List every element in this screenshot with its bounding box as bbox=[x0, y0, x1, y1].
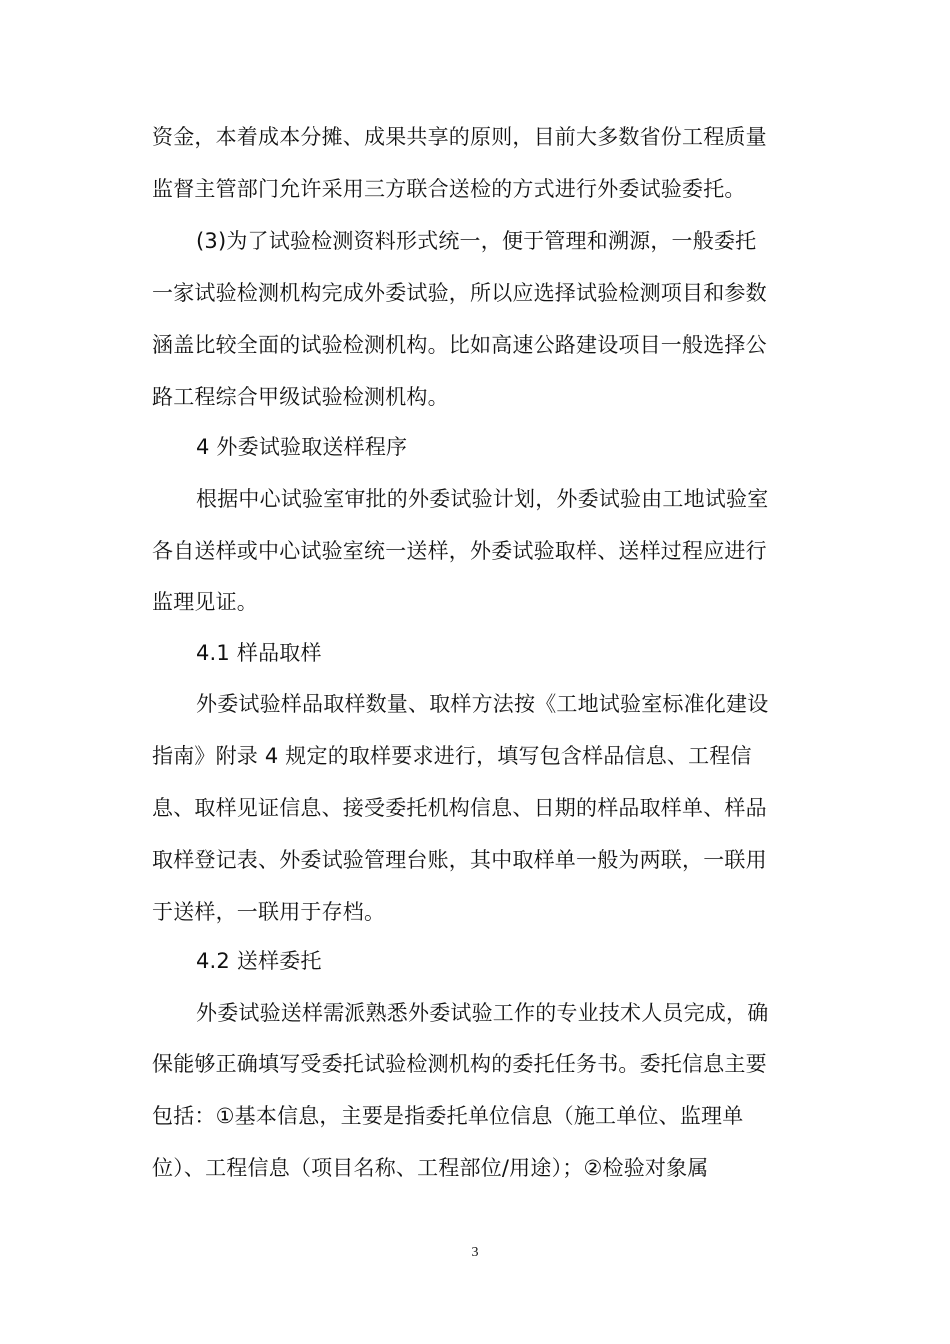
text-line: 保能够正确填写受委托试验检测机构的委托任务书。委托信息主要 bbox=[152, 1052, 767, 1076]
text-line: 指南》附录 4 规定的取样要求进行，填写包含样品信息、工程信 bbox=[152, 744, 752, 768]
text-line: 取样登记表、外委试验管理台账，其中取样单一般为两联，一联用 bbox=[152, 848, 767, 872]
subsection-heading: 4.1 样品取样 bbox=[196, 641, 322, 665]
text-line: 外委试验样品取样数量、取样方法按《工地试验室标准化建设 bbox=[196, 692, 769, 716]
text-line: 包括：①基本信息，主要是指委托单位信息（施工单位、监理单 bbox=[152, 1104, 744, 1128]
text-line: (3)为了试验检测资料形式统一，便于管理和溯源，一般委托 bbox=[196, 229, 757, 253]
text-line: 路工程综合甲级试验检测机构。 bbox=[152, 385, 449, 409]
text-line: 息、取样见证信息、接受委托机构信息、日期的样品取样单、样品 bbox=[152, 796, 767, 820]
text-line: 涵盖比较全面的试验检测机构。比如高速公路建设项目一般选择公 bbox=[152, 333, 767, 357]
text-line: 各自送样或中心试验室统一送样，外委试验取样、送样过程应进行 bbox=[152, 539, 767, 563]
text-line: 监理见证。 bbox=[152, 590, 258, 614]
text-line: 位）、工程信息（项目名称、工程部位/用途）；②检验对象属 bbox=[152, 1156, 709, 1180]
page-number: 3 bbox=[471, 1245, 479, 1260]
subsection-heading: 4.2 送样委托 bbox=[196, 949, 322, 973]
text-line: 一家试验检测机构完成外委试验，所以应选择试验检测项目和参数 bbox=[152, 281, 767, 305]
text-line: 根据中心试验室审批的外委试验计划，外委试验由工地试验室 bbox=[196, 487, 769, 511]
text-line: 资金，本着成本分摊、成果共享的原则，目前大多数省份工程质量 bbox=[152, 125, 767, 149]
text-line: 外委试验送样需派熟悉外委试验工作的专业技术人员完成，确 bbox=[196, 1001, 769, 1025]
text-line: 于送样，一联用于存档。 bbox=[152, 900, 386, 924]
section-heading: 4 外委试验取送样程序 bbox=[196, 435, 408, 459]
text-line: 监督主管部门允许采用三方联合送检的方式进行外委试验委托。 bbox=[152, 177, 746, 201]
